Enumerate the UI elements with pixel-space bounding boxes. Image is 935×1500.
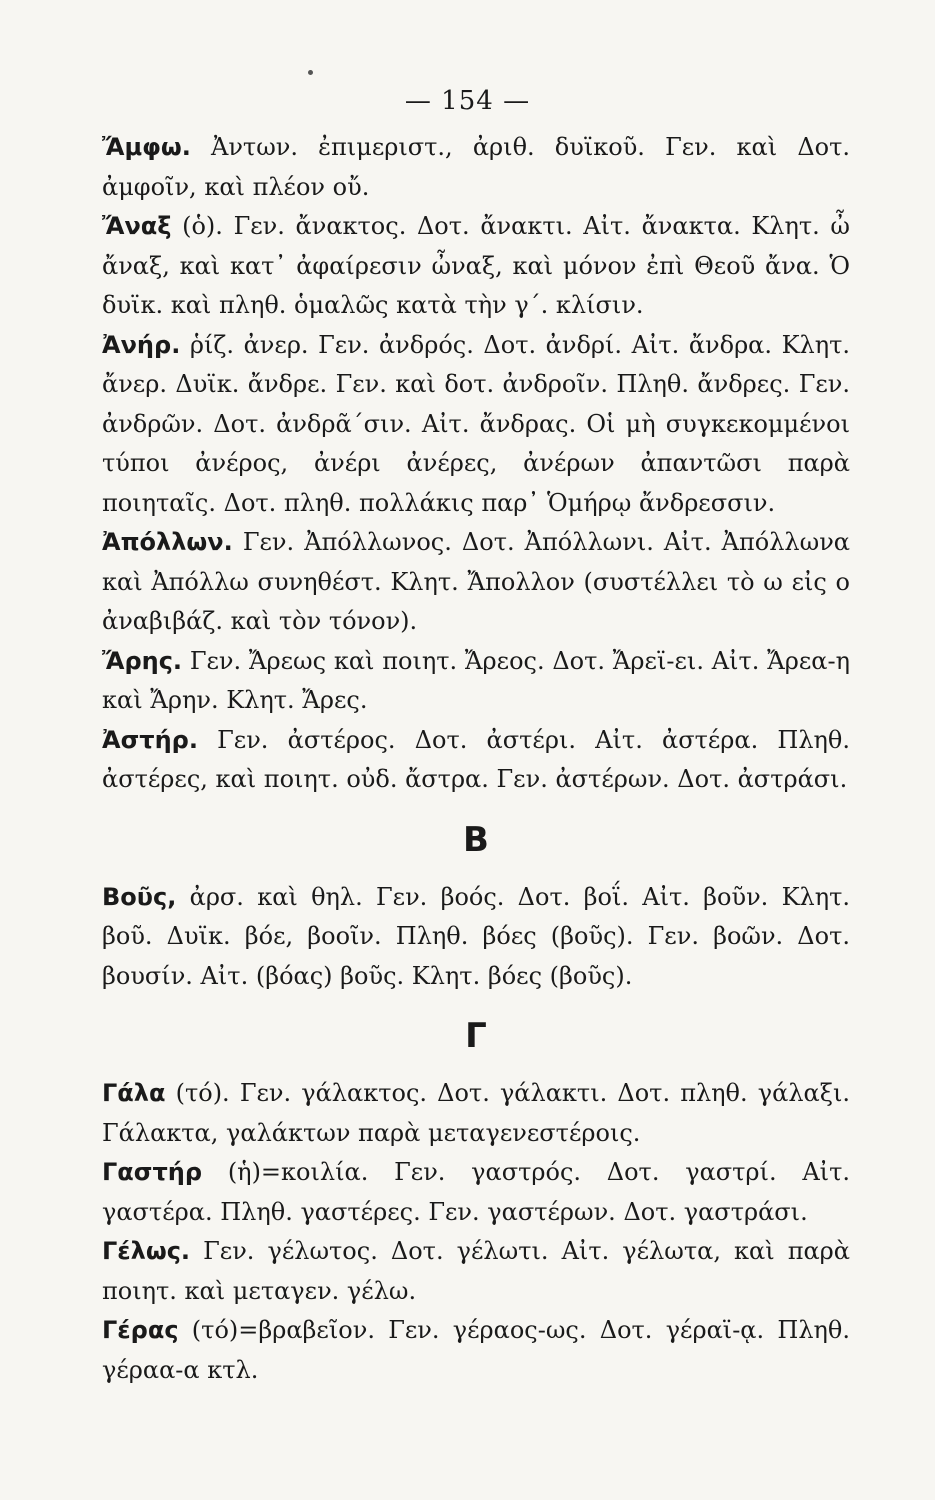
entry-text: (τό)=βραβεῖον. Γεν. γέραος-ως. Δοτ. γέραϊ-ᾳ. Πληθ. γέραα-α κτλ. [102,1316,850,1384]
entry-ares [102,642,850,721]
entry-gelos [102,1232,850,1311]
entry-geras [102,1311,850,1390]
entry-text: Γεν. γέλωτος. Δοτ. γέλωτι. Αἰτ. γέλωτα, καὶ παρὰ ποιητ. καὶ μεταγεν. γέλω. [102,1237,850,1305]
headword: Ἄρης. [102,646,183,675]
headword: Ἀπόλλων. [102,528,233,556]
entry-anax [102,207,850,326]
headword: Ἀστήρ. [102,725,198,754]
entry-apollon [102,523,850,642]
dictionary-content [102,128,850,1390]
headword: Ἄναξ [102,212,172,240]
entry-text: ῥίζ. ἀνερ. Γεν. ἀνδρός. Δοτ. ἀνδρί. Αἰτ. ἄνδρα. Κλητ. ἄνερ. Δυϊκ. ἄνδρε. Γεν. καὶ δοτ. ἀνδροῖν. Πληθ. ἄνδρες. Γεν. ἀνδρῶν. Δοτ. ἀνδρᾶ´σιν. Αἰτ. ἄνδρας. Οἱ μὴ συγκεκομμένοι τύποι ἀνέρος, ἀνέρι ἀνέρες, ἀνέρων ἀπαντῶσι παρὰ ποιηταῖς. Δοτ. πληθ. πολλάκις παρ᾽ Ὁμήρῳ ἄνδρεσσιν. [102,330,850,517]
entry-text: (τό). Γεν. γάλακτος. Δοτ. γάλακτι. Δοτ. πληθ. γάλαξι. Γάλακτα, γαλάκτων παρὰ μεταγενεστέροις. [102,1079,850,1147]
headword: Γέρας [102,1316,179,1344]
page-number: — 154 — [404,86,531,116]
entry-aster [102,721,850,800]
entry-aner [102,326,850,524]
entry-text: Γεν. ἀστέρος. Δοτ. ἀστέρι. Αἰτ. ἀστέρα. Πληθ. ἀστέρες, καὶ ποιητ. οὐδ. ἄστρα. Γεν. ἀστέρων. Δοτ. ἀστράσι. [102,725,850,793]
section-heading-g: Γ [465,1016,487,1056]
entry-vous [102,878,850,997]
headword: Γάλα [102,1079,166,1107]
ink-dot [308,70,313,75]
entry-gaster [102,1153,850,1232]
entry-text: (ὁ). Γεν. ἄνακτος. Δοτ. ἄνακτι. Αἰτ. ἄνακτα. Κλητ. ὦ ἄναξ, καὶ κατ᾽ ἀφαίρεσιν ὦναξ, καὶ μόνον ἐπὶ Θεοῦ ἄνα. Ὁ δυϊκ. καὶ πληθ. ὁμαλῶς κατὰ τὴν γ΄. κλίσιν. [102,212,850,319]
entry-text: (ἡ)=κοιλία. Γεν. γαστρός. Δοτ. γαστρί. Αἰτ. γαστέρα. Πληθ. γαστέρες. Γεν. γαστέρων. Δοτ. γαστράσι. [102,1158,850,1226]
headword: Γαστήρ [102,1158,203,1186]
headword: Βοῦς, [102,882,177,911]
entry-text: ἀρσ. καὶ θηλ. Γεν. βοός. Δοτ. βοΐ. Αἰτ. βοῦν. Κλητ. βοῦ. Δυϊκ. βόε, βοοῖν. Πληθ. βόες (βοῦς). Γεν. βοῶν. Δοτ. βουσίν. Αἰτ. (βόας) βοῦς. Κλητ. βόες (βοῦς). [102,882,850,990]
headword: Ἄμφω. [102,133,191,161]
headword: Ἀνήρ. [102,330,181,359]
headword: Γέλως. [102,1237,191,1265]
entry-gala [102,1074,850,1153]
entry-text: Γεν. Ἄρεως καὶ ποιητ. Ἄρεος. Δοτ. Ἄρεϊ-ει. Αἰτ. Ἄρεα-η καὶ Ἄρην. Κλητ. Ἄρες. [102,646,850,714]
entry-text: Ἀντων. ἐπιμεριστ., ἀριθ. δυϊκοῦ. Γεν. καὶ Δοτ. ἀμφοῖν, καὶ πλέον οὔ. [102,133,850,201]
section-heading-b: B [463,819,489,860]
entry-text: Γεν. Ἀπόλλωνος. Δοτ. Ἀπόλλωνι. Αἰτ. Ἀπόλλωνα καὶ Ἀπόλλω συνηθέστ. Κλητ. Ἄπολλον (συστέλλει τὸ ω εἰς ο ἀναβιβάζ. καὶ τὸν τόνον). [102,528,850,635]
entry-amfo [102,128,850,207]
